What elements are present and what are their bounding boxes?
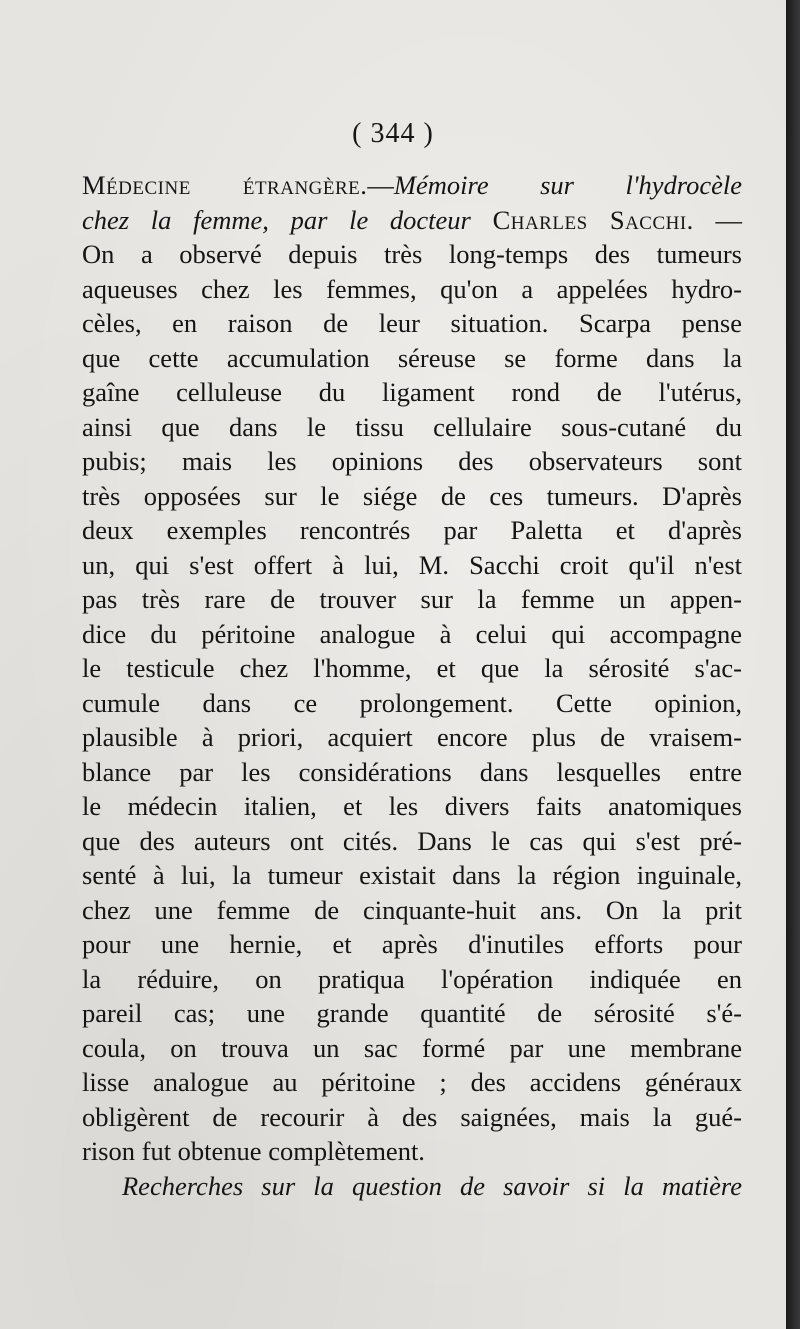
text-line: ainsi que dans le tissu cellulaire sous-cutané du [82, 411, 742, 442]
text-line: un, qui s'est offert à lui, M. Sacchi croit qu'il n'est [82, 549, 742, 580]
text-line: que des auteurs ont cités. Dans le cas qui s'est pré- [82, 825, 742, 856]
text-line: blance par les considérations dans lesquelles entre [82, 756, 742, 787]
text-line: senté à lui, la tumeur existait dans la région inguinale, [82, 860, 742, 890]
text-line: deux exemples rencontrés par Paletta et d'après [82, 515, 742, 545]
text-line: cumule dans ce prolongement. Cette opinion, [82, 687, 742, 718]
page-edge-shadow [786, 0, 800, 1329]
text-line: cèles, en raison de leur situation. Scarpa pense [82, 308, 742, 338]
text-line: dice du péritoine analogue à celui qui accompagne [82, 618, 742, 649]
heading-dash-end: — [715, 204, 743, 235]
article-title: Mémoire sur l'hydrocèle [393, 170, 743, 200]
section-title: Médecine étrangère. [82, 170, 368, 200]
text-line: pareil cas; une grande quantité de sérosité s'é- [82, 998, 742, 1028]
text-line: très opposées sur le siége de ces tumeurs. D'après [82, 480, 742, 511]
text-line: pas très rare de trouver sur la femme un appen- [82, 584, 742, 614]
text-line: pubis; mais les opinions des observateurs sont [82, 446, 742, 476]
next-article-heading: Recherches sur la question de savoir si la matière [122, 1170, 742, 1201]
text-line: que cette accumulation séreuse se forme dans la [82, 342, 742, 373]
text-line: aqueuses chez les femmes, qu'on a appelées hydro- [82, 273, 742, 304]
text-line: la réduire, on pratiqua l'opération indiquée en [82, 963, 742, 994]
heading-line-2 [82, 203, 742, 238]
heading-line-1 [82, 168, 742, 203]
text-line: chez une femme de cinquante-huit ans. On la prit [82, 894, 742, 925]
text-line: plausible à priori, acquiert encore plus de vraisem- [82, 722, 742, 752]
text-line: gaîne celluleuse du ligament rond de l'utérus, [82, 377, 742, 407]
article-title-continued: chez la femme, par le docteur [82, 204, 471, 235]
article-text [82, 168, 742, 1203]
text-line: le testicule chez l'homme, et que la sérosité s'ac- [82, 653, 742, 683]
author-name: Charles Sacchi. [492, 204, 694, 235]
text-line: rison fut obtenue complètement. [82, 1136, 425, 1166]
text-line: obligèrent de recourir à des saignées, mais la gué- [82, 1101, 742, 1132]
heading-dash: — [367, 170, 394, 200]
text-line: pour une hernie, et après d'inutiles efforts pour [82, 929, 742, 959]
text-line: coula, on trouva un sac formé par une membrane [82, 1032, 742, 1063]
text-line: On a observé depuis très long-temps des tumeurs [82, 239, 742, 269]
text-line: lisse analogue au péritoine ; des accidens généraux [82, 1067, 742, 1097]
text-line: le médecin italien, et les divers faits anatomiques [82, 791, 742, 821]
page-number: ( 344 ) [352, 118, 434, 149]
